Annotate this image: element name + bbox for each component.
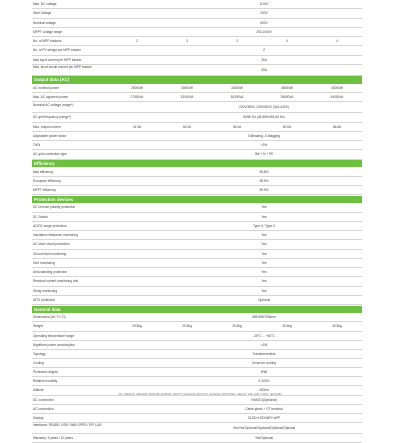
- section-header-efficiency: Efficiency: [32, 160, 362, 167]
- table-row: [32, 65, 362, 76]
- row-value: Yes: [261, 233, 267, 238]
- row-label: MPPT efficiency: [33, 188, 56, 193]
- table-row: [32, 423, 362, 434]
- row-cell: 3: [236, 39, 238, 43]
- row-label: Residual current monitoring unit: [33, 279, 79, 284]
- table-row: [32, 296, 362, 305]
- row-cell: 30000W: [181, 85, 193, 90]
- row-cell: 40000W: [331, 85, 343, 90]
- table-row: [32, 213, 362, 222]
- row-label: AC nominal power: [33, 85, 60, 90]
- row-label: AC grid frequency (range*): [33, 115, 71, 120]
- row-value: 200-1000V: [256, 29, 272, 34]
- table-row: [32, 268, 362, 277]
- table-row: [32, 350, 362, 359]
- row-label: European efficiency: [33, 178, 61, 183]
- row-value: 4000m: [259, 388, 269, 393]
- row-label: THDi: [33, 143, 41, 148]
- row-value: -25°C ... +60°C: [253, 333, 275, 338]
- row-label: Operating temperature range: [33, 333, 75, 338]
- datasheet-table: [32, 0, 362, 443]
- row-label: AC connection: [33, 406, 54, 411]
- row-value: <3%: [260, 143, 268, 148]
- table-row: [32, 168, 362, 177]
- table-row: [32, 203, 362, 212]
- row-label: Nominal AC voltage (range*): [33, 102, 74, 107]
- row-value: Yes: [261, 279, 267, 284]
- row-cell: 36300VA: [230, 95, 244, 100]
- table-row: [32, 132, 362, 141]
- row-label: Nominal voltage: [33, 20, 56, 25]
- section-header-protection: Protection devices: [32, 196, 362, 203]
- certifications-footer: CE, VDE0126, VDE4105, EN50438, EN50549, AS4777, IEC62109, IEC61727, IEC62116, NB/T32004, CEI0-21, G99, G98, C10/11, IEC61683: [118, 393, 282, 396]
- row-label: Interfaces: RS485 / USB / Wifi/ GPRS / RF/ LAN: [33, 423, 102, 428]
- row-label: Warranty: 5 years / 10 years: [33, 436, 73, 440]
- row-value: 99.9%: [259, 188, 269, 193]
- row-label: Adjustable power factor: [33, 133, 67, 138]
- row-value: Yes/Yes/Optional/Optional/Optional/Optional: [232, 426, 296, 430]
- row-label: AFCI protection: [33, 297, 56, 302]
- row-label: No. of MPP trackers: [33, 39, 62, 43]
- row-value: 0.8leading...0.8lagging: [247, 133, 281, 138]
- row-value: Yes: [261, 214, 267, 219]
- row-label: Insulation resistance monitoring: [33, 233, 78, 238]
- table-row: [32, 322, 362, 331]
- table-row: [32, 259, 362, 268]
- row-label: Start Voltage: [33, 11, 52, 16]
- row-cell: 29.5kg: [132, 324, 142, 329]
- row-value: 50/60 Hz (45-55Hz/55-65 Hz): [243, 115, 285, 120]
- row-cell: 3: [186, 39, 188, 43]
- table-row: [32, 377, 362, 386]
- row-label: Max. DC voltage: [33, 2, 57, 6]
- table-row: [32, 93, 362, 102]
- row-label: AC/DC surge protection: [33, 223, 67, 228]
- row-cell: 29.5kg: [232, 324, 242, 329]
- row-label: DC connection: [33, 397, 54, 402]
- row-value: 3W + N + PE: [254, 152, 274, 157]
- table-row: [32, 341, 362, 350]
- row-value: 220V/380V, 230V/400V (340-440V): [239, 105, 289, 110]
- row-cell: 55.0A: [232, 124, 242, 129]
- row-label: Max. output current: [33, 124, 61, 129]
- row-value: Yes: [261, 288, 267, 293]
- table-row: [32, 177, 362, 186]
- row-value: 1100V: [259, 2, 269, 6]
- row-cell: 25000W: [131, 85, 143, 90]
- row-label: Topology: [33, 351, 46, 356]
- table-row: [32, 84, 362, 93]
- table-row: [32, 102, 362, 113]
- row-value: Optional: [258, 297, 270, 302]
- row-value: Yes/Optional: [255, 436, 273, 440]
- row-label: MPPT voltage range: [33, 29, 62, 34]
- row-label: Grid monitoring: [33, 260, 55, 265]
- row-label: Ground fault monitoring: [33, 251, 67, 256]
- row-value: 585*455*255mm: [252, 315, 276, 320]
- row-label: DC Switch: [33, 214, 48, 219]
- table-row: [32, 359, 362, 368]
- table-row: [32, 368, 362, 377]
- row-value: Yes: [261, 205, 267, 210]
- table-row: [32, 250, 362, 259]
- row-label: Cooling: [33, 361, 44, 366]
- table-row: [32, 277, 362, 286]
- row-label: Max input current per MPP tracker: [33, 57, 82, 62]
- row-cell: 41.9A: [132, 124, 142, 129]
- row-cell: 60.0A: [282, 124, 292, 129]
- row-value: Type II / Type II: [253, 223, 275, 228]
- row-cell: 4: [336, 39, 338, 43]
- row-cell: 50.0A: [182, 124, 192, 129]
- row-cell: 33000VA: [180, 95, 194, 100]
- row-value: Smart air cooling: [252, 361, 276, 366]
- table-row: [32, 9, 362, 18]
- table-row: [32, 240, 362, 249]
- row-label: Max efficiency: [33, 169, 54, 174]
- row-label: DC reverse polarity protection: [33, 205, 76, 210]
- table-row: [32, 37, 362, 46]
- row-value: 600V: [260, 20, 268, 25]
- row-value: Yes: [261, 260, 267, 265]
- table-row: [32, 186, 362, 195]
- row-cell: 2: [136, 39, 138, 43]
- row-value: 98.8%: [259, 169, 269, 174]
- table-row: [32, 113, 362, 122]
- row-value: 26A: [261, 57, 267, 62]
- table-row: [32, 405, 362, 414]
- row-label: Dimensions (W / H / D): [33, 315, 66, 320]
- row-cell: 30.5kg: [282, 324, 292, 329]
- table-row: [32, 150, 362, 159]
- table-row: [32, 414, 362, 423]
- row-value: Yes: [261, 242, 267, 247]
- row-cell: 33000W: [231, 85, 243, 90]
- row-cell: 36000W: [281, 85, 293, 90]
- row-label: Max. AC apparent power: [33, 95, 69, 100]
- table-row: [32, 287, 362, 296]
- row-label: AC short circuit protection: [33, 242, 70, 247]
- row-label: String monitoring: [33, 288, 58, 293]
- row-cell: 4: [286, 39, 288, 43]
- row-value: Yes: [261, 251, 267, 256]
- row-label: Display: [33, 415, 44, 420]
- row-label: Protection degree: [33, 370, 59, 375]
- row-value: 2: [263, 48, 265, 53]
- row-cell: 29.5kg: [182, 324, 192, 329]
- row-value: 98.5%: [259, 178, 269, 183]
- table-row: [32, 396, 362, 405]
- table-row: [32, 222, 362, 231]
- section-header-general: General data: [32, 306, 362, 313]
- row-value: H4/MC4(Optional): [251, 397, 277, 402]
- row-value: 33A: [261, 67, 267, 72]
- row-label: Max. short circuit current per MPP tracker: [33, 65, 92, 70]
- row-cell: 30.5kg: [332, 324, 342, 329]
- row-value: 200V: [260, 11, 268, 16]
- table-row: [32, 28, 362, 37]
- table-row: [32, 0, 362, 9]
- row-value: <1W: [260, 342, 268, 347]
- row-label: Altitude: [33, 388, 44, 393]
- row-cell: 44000VA: [330, 95, 344, 100]
- row-cell: 27500VA: [130, 95, 144, 100]
- row-value: Transformerless: [252, 351, 276, 356]
- row-value: Yes: [261, 270, 267, 275]
- row-label: No. of PV strings per MPP tracker: [33, 48, 81, 53]
- table-row: [32, 141, 362, 150]
- row-cell: 39600VA: [280, 95, 294, 100]
- table-row: [32, 313, 362, 322]
- row-value: 0-100%: [258, 379, 270, 384]
- table-row: [32, 46, 362, 55]
- row-label: Weight: [33, 324, 43, 329]
- row-label: Nighttime power consumption: [33, 342, 75, 347]
- table-row: [32, 434, 362, 443]
- row-cell: 66.6A: [332, 124, 342, 129]
- table-row: [32, 231, 362, 240]
- row-label: Relative humidity: [33, 379, 58, 384]
- row-value: IP66: [260, 370, 268, 375]
- table-row: [32, 56, 362, 65]
- table-row: [32, 123, 362, 132]
- row-label: Anti-islanding protection: [33, 270, 68, 275]
- table-row: [32, 332, 362, 341]
- row-value: OLED+LED/WIFI+APP: [247, 415, 281, 420]
- row-label: AC grid connection type: [33, 152, 67, 157]
- table-row: [32, 19, 362, 28]
- section-header-output: Output data (AC): [32, 76, 362, 83]
- row-value: Cable gland + OT terminal: [245, 406, 283, 411]
